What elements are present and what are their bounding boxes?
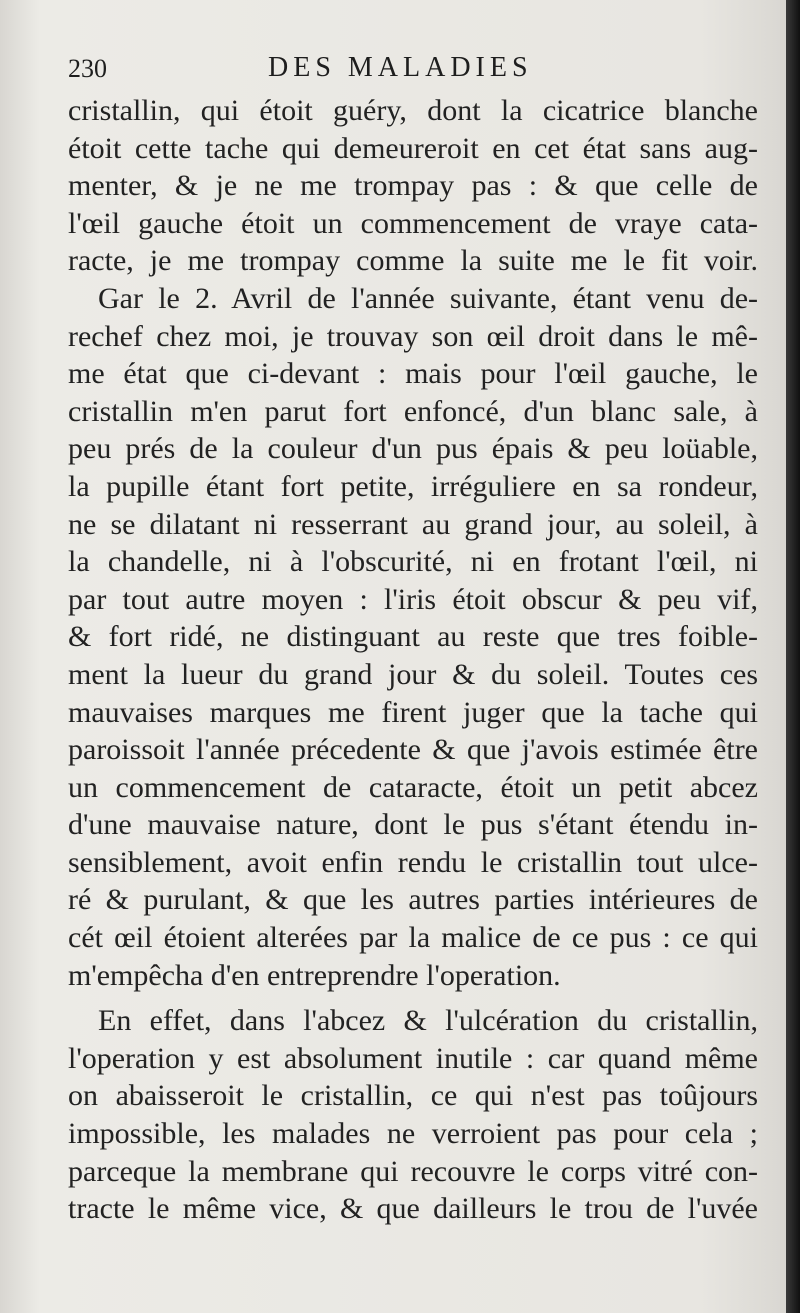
text-line: peu prés de la couleur d'un pus épais & peu loüable, [68,432,758,466]
page-number: 230 [68,54,107,83]
text-line: ne se dilatant ni resserrant au grand jour, au soleil, à [68,507,758,541]
text-line: tracte le même vice, & que dailleurs le trou de l'uvée [68,1192,758,1226]
running-head [68,52,758,92]
paragraph [68,280,758,994]
text-line: sensiblement, avoit enfin rendu le cristallin tout ulce- [68,845,758,879]
text-line: parceque la membrane qui recouvre le corps vitré con- [68,1154,758,1188]
text-line: un commencement de cataracte, étoit un petit abcez [68,770,758,804]
text-line: cét œil étoient alterées par la malice de ce pus : ce qui [68,921,758,955]
text-line: menter, & je ne me trompay pas : & que celle de [68,169,758,203]
text-line: étoit cette tache qui demeureroit en cet état sans aug- [68,131,758,165]
text-line: la pupille étant fort petite, irréguliere en sa rondeur, [68,469,758,503]
text-line: paroissoit l'année précedente & que j'avois estimée être [68,733,758,767]
text-line: on abaisseroit le cristallin, ce qui n'est pas toûjours [68,1079,758,1113]
text-line: d'une mauvaise nature, dont le pus s'étant étendu in- [68,808,758,842]
text-line: & fort ridé, ne distinguant au reste que tres foible- [68,620,758,654]
text-line: cristallin, qui étoit guéry, dont la cicatrice blanche [68,94,758,127]
text-line: l'operation y est absolument inutile : car quand même [68,1041,758,1075]
text-line: par tout autre moyen : l'iris étoit obscur & peu vif, [68,582,758,616]
text-line: ment la lueur du grand jour & du soleil. Toutes ces [68,657,758,691]
text-line: Gar le 2. Avril de l'année suivante, étant venu de- [98,281,758,315]
text-line: impossible, les malades ne verroient pas pour cela ; [68,1117,758,1151]
paragraph-gap [68,994,758,1002]
text-line: la chandelle, ni à l'obscurité, ni en frotant l'œil, ni [68,545,758,579]
text-line: cristallin m'en parut fort enfoncé, d'un blanc sale, à [68,394,758,428]
body-text [68,92,758,1228]
paragraph [68,1002,758,1228]
text-line: racte, je me trompay comme la suite me le fit voir. [68,244,758,278]
running-title: DES MALADIES [268,52,533,83]
text-line: En effet, dans l'abcez & l'ulcération du cristallin, [98,1004,758,1038]
page-edge-shadow [786,0,800,1313]
text-line: l'œil gauche étoit un commencement de vraye cata- [68,206,758,240]
text-line: rechef chez moi, je trouvay son œil droit dans le mê- [68,319,758,353]
text-line: ré & purulant, & que les autres parties intérieures de [68,883,758,917]
paragraph [68,92,758,280]
text-line: me état que ci-devant : mais pour l'œil gauche, le [68,357,758,391]
text-line: mauvaises marques me firent juger que la tache qui [68,695,758,729]
text-line: m'empêcha d'en entreprendre l'operation. [68,958,561,992]
